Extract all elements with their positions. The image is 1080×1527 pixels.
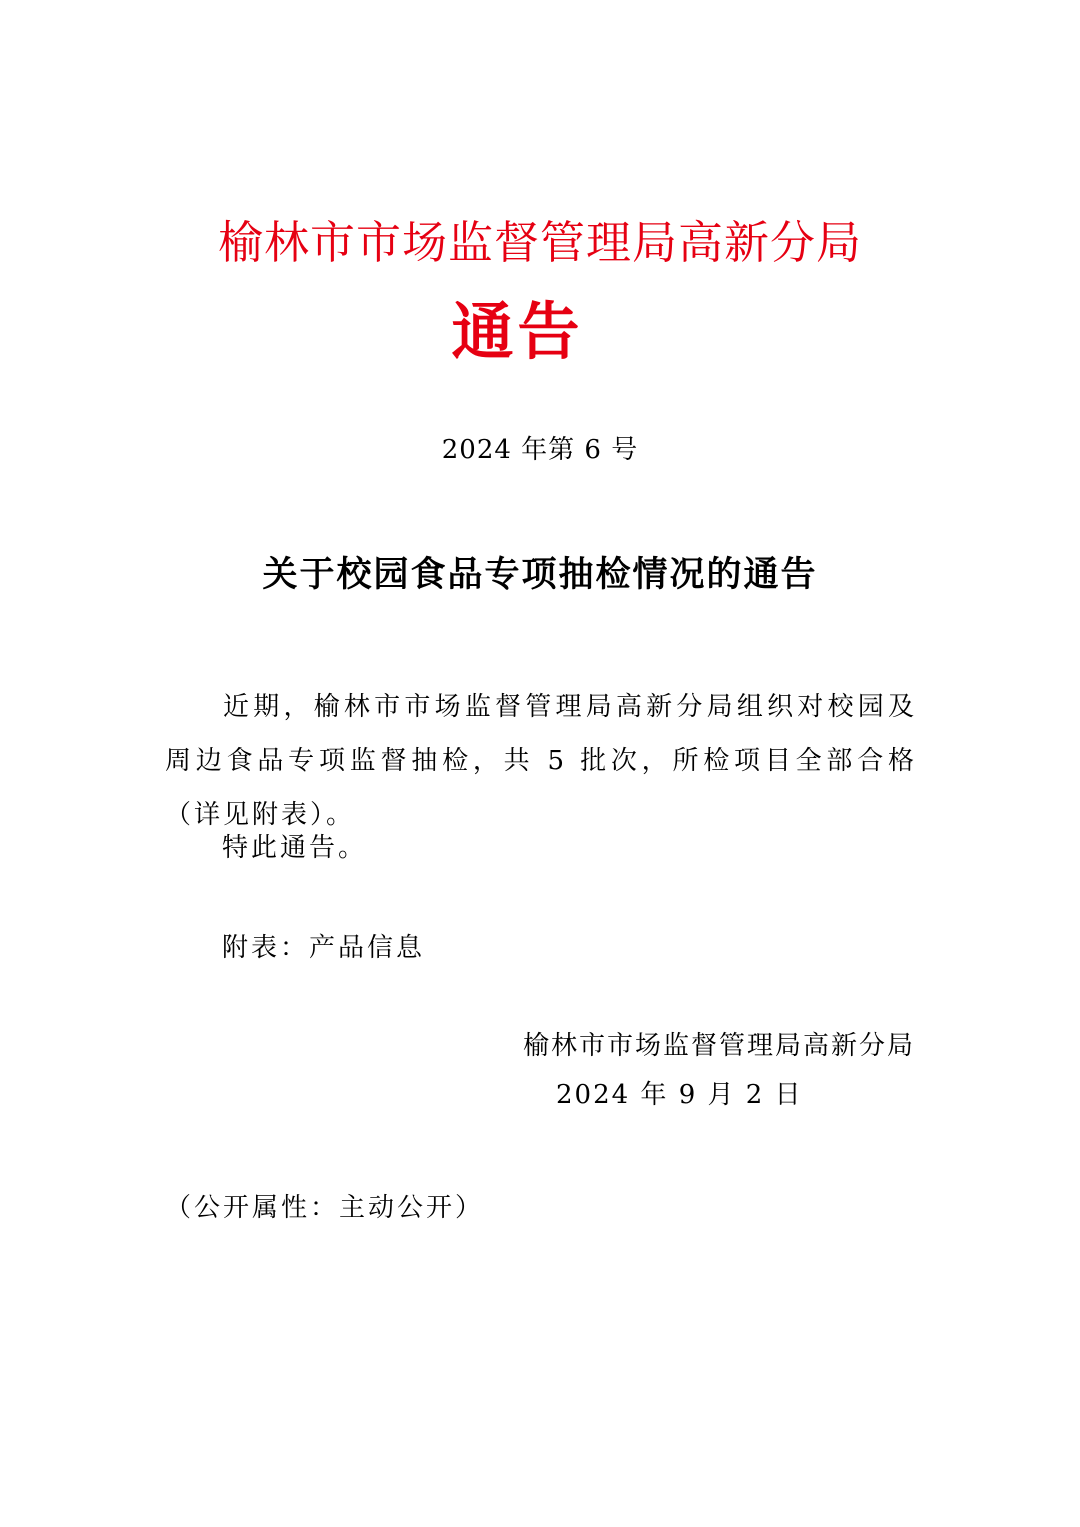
document-type: 通告	[451, 295, 584, 368]
notice-body: 近期，榆林市市场监督管理局高新分局组织对校园及周边食品专项监督抽检，共 5 批次，所检项目全部合格（详见附表）。	[165, 692, 917, 830]
issuing-authority: 榆林市市场监督管理局高新分局	[217, 216, 862, 269]
closing-statement: 特此通告。	[222, 833, 368, 863]
notice-title: 关于校园食品专项抽检情况的通告	[262, 555, 818, 595]
document-number: 2024 年第 6 号	[441, 435, 639, 465]
disclosure-attribute: （公开属性：主动公开）	[165, 1193, 485, 1223]
attachment-label: 附表：产品信息	[222, 933, 426, 963]
signature-date: 2024 年 9 月 2 日	[556, 1080, 803, 1110]
signature-organization: 榆林市市场监督管理局高新分局	[522, 1031, 915, 1061]
